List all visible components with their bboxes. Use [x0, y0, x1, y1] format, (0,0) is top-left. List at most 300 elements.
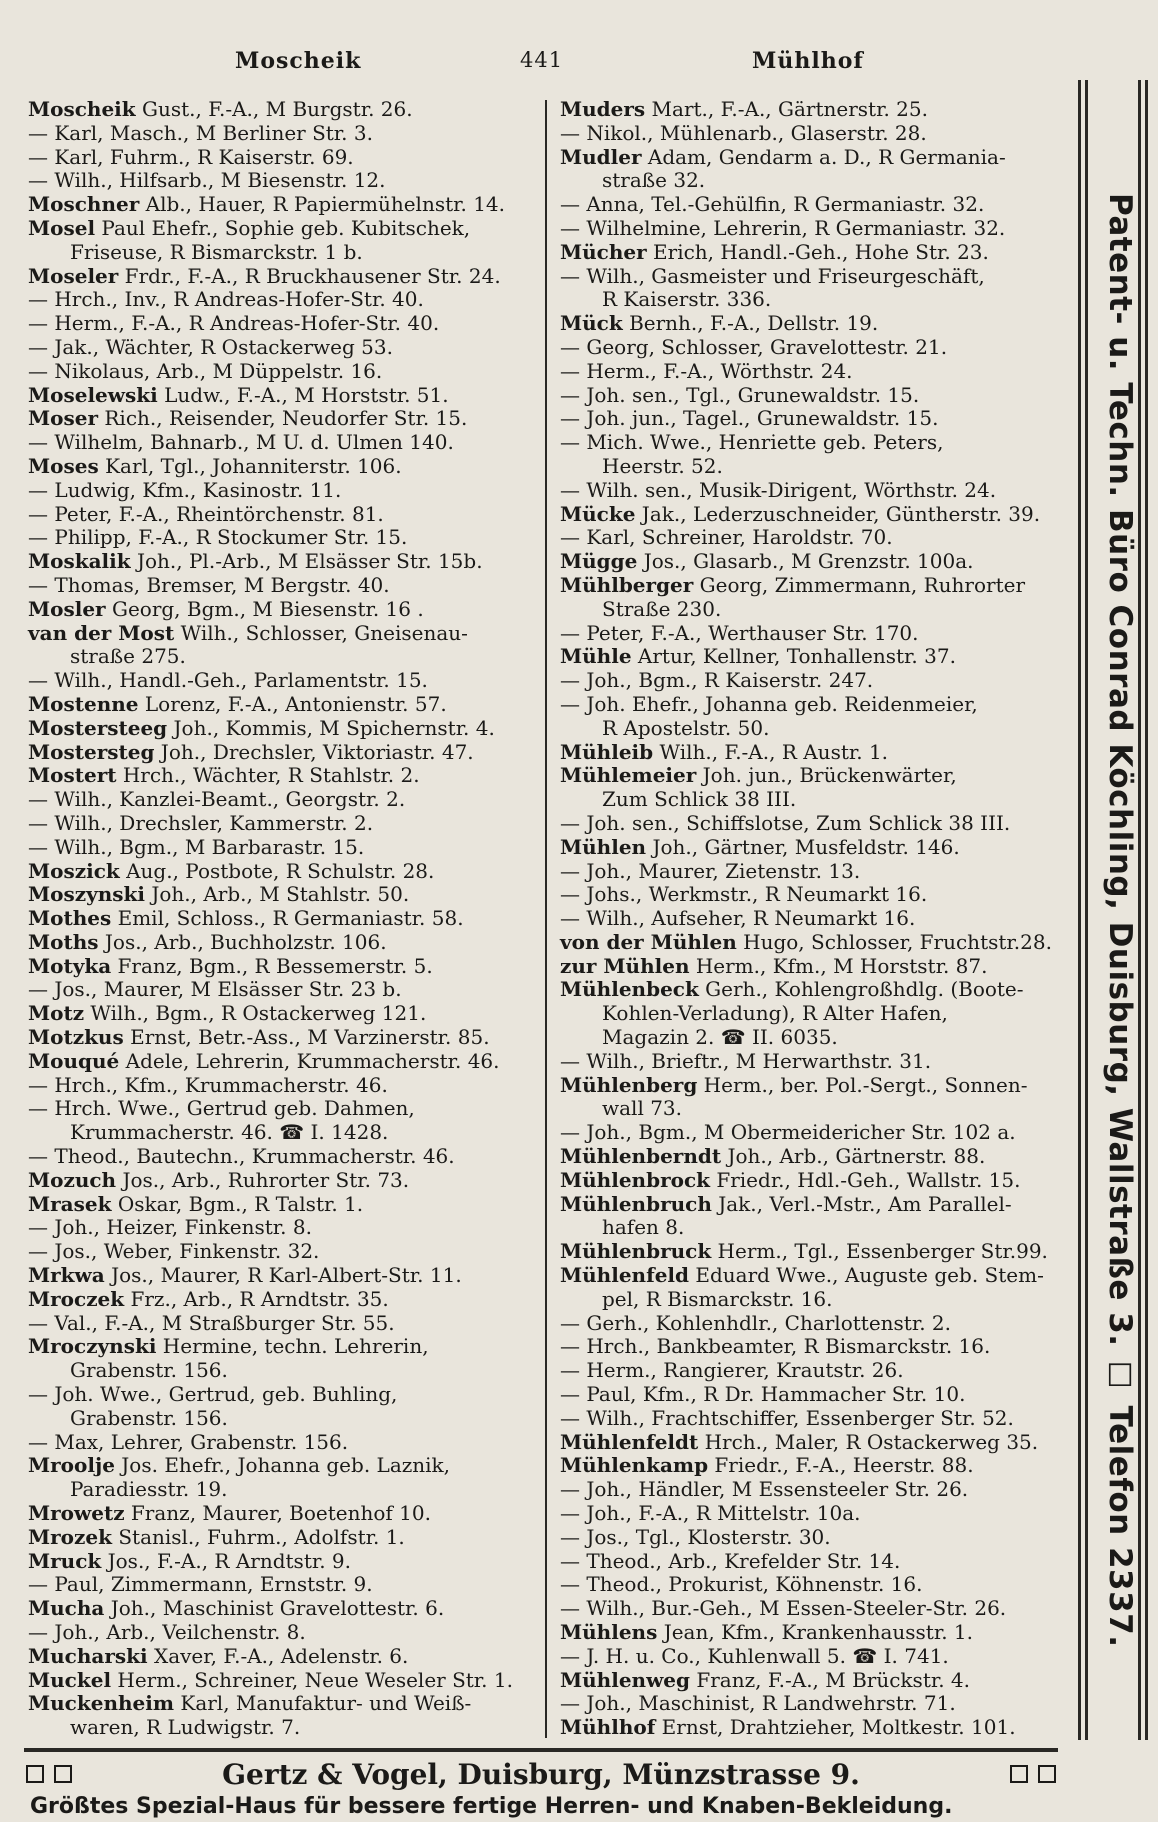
directory-entry [28, 812, 532, 836]
directory-entry [560, 645, 1060, 669]
entry-details: — Paul, Zimmermann, Ernststr. 9. [28, 1572, 373, 1597]
entry-details: Adam, Gendarm a. D., R Germania- [641, 144, 1006, 169]
entry-surname: Mühlenfeld [560, 1263, 689, 1288]
entry-details: — Johs., Werkmstr., R Neumarkt 16. [560, 882, 928, 907]
entry-details: Jos., Arb., Ruhrorter Str. 73. [116, 1167, 410, 1192]
entry-details: Oskar, Bgm., R Talstr. 1. [111, 1191, 364, 1216]
directory-entry [560, 526, 1060, 550]
header-left-keyword: Moscheik [235, 48, 362, 74]
entry-details: Magazin 2. ☎ II. 6035. [602, 1025, 838, 1050]
entry-surname: Moszick [28, 858, 120, 883]
directory-entry [560, 1573, 1060, 1597]
directory-entry [28, 1145, 532, 1169]
entry-details: — Joh., Maurer, Zietenstr. 13. [560, 858, 861, 883]
directory-entry [28, 360, 532, 384]
entry-details: — Joh., Maschinist, R Landwehrstr. 71. [560, 1691, 956, 1716]
directory-entry [28, 122, 532, 146]
entry-details: — Jos., Tgl., Klosterstr. 30. [560, 1524, 831, 1549]
entry-details: Friedr., F.-A., Heerstr. 88. [708, 1453, 974, 1478]
entry-details: — Wilh. sen., Musik-Dirigent, Wörthstr. 24. [560, 477, 997, 502]
side-advertisement-text: Patent- u. Techn. Büro Conrad Köchling, Duisburg, Wallstraße 3. ☐ Telefon 2337. [1102, 192, 1138, 1648]
entry-details: wall 73. [602, 1096, 682, 1121]
entry-details: — Ludwig, Kfm., Kasinostr. 11. [28, 477, 342, 502]
entry-surname: Moscheik [28, 97, 136, 121]
directory-entry [28, 1454, 532, 1478]
entry-details: Joh. jun., Brückenwärter, [696, 763, 957, 788]
directory-entry [560, 1359, 1060, 1383]
directory-entry [560, 122, 1060, 146]
directory-entry [560, 98, 1060, 122]
directory-entry [28, 1288, 532, 1312]
entry-surname: Mühlenberg [560, 1072, 698, 1097]
directory-entry [560, 955, 1060, 979]
directory-entry [560, 384, 1060, 408]
directory-entry [560, 1240, 1060, 1264]
entry-surname: Mostersteeg [28, 715, 168, 740]
directory-entry [28, 1645, 532, 1669]
directory-entry [28, 1502, 532, 1526]
entry-details: Joh., Arb., Gärtnerstr. 88. [721, 1144, 986, 1169]
directory-entry [28, 288, 532, 312]
entry-details: — Joh., Heizer, Finkenstr. 8. [28, 1215, 312, 1240]
entry-details: — Wilh., Frachtschiffer, Essenberger Str. 52. [560, 1405, 1014, 1430]
directory-entry [560, 146, 1060, 170]
entry-details: Friseuse, R Bismarckstr. 1 b. [70, 239, 363, 264]
directory-entry [28, 217, 532, 241]
entry-details: R Kaiserstr. 336. [602, 287, 772, 312]
entry-surname: Motz [28, 1001, 85, 1026]
entry-details: — J. H. u. Co., Kuhlenwall 5. ☎ I. 741. [560, 1643, 949, 1668]
directory-entry [28, 669, 532, 693]
entry-details: — Wilh., Bur.-Geh., M Essen-Steeler-Str. 26. [560, 1596, 1007, 1621]
directory-entry [560, 860, 1060, 884]
directory-entry [28, 265, 532, 289]
directory-entry [560, 978, 1060, 1002]
entry-details: — Nikol., Mühlenarb., Glaserstr. 28. [560, 120, 927, 145]
entry-details: Georg, Zimmermann, Ruhrorter [693, 572, 1026, 597]
directory-entry [28, 1097, 532, 1121]
entry-details: — Herm., Rangierer, Krautstr. 26. [560, 1358, 904, 1383]
entry-details: — Joh., Bgm., R Kaiserstr. 247. [560, 668, 874, 693]
entry-details: — Theod., Bautechn., Krummacherstr. 46. [28, 1144, 455, 1169]
directory-entry [28, 1692, 532, 1716]
entry-details: Ernst, Betr.-Ass., M Varzinerstr. 85. [123, 1025, 490, 1050]
entry-surname: Muckenheim [28, 1691, 175, 1716]
directory-entry [28, 146, 532, 170]
entry-details: Artur, Kellner, Tonhallenstr. 37. [631, 644, 956, 669]
entry-details: Hrch., Wächter, R Stahlstr. 2. [116, 763, 420, 788]
entry-surname: Moser [28, 406, 98, 431]
directory-entry [560, 717, 1060, 741]
entry-details: — Hrch. Wwe., Gertrud geb. Dahmen, [28, 1096, 415, 1121]
entry-surname: Moskalik [28, 549, 131, 574]
entry-details: — Theod., Prokurist, Köhnenstr. 16. [560, 1572, 923, 1597]
directory-entry [560, 1478, 1060, 1502]
entry-surname: Moselewski [28, 382, 158, 407]
directory-entry [28, 574, 532, 598]
directory-entry [560, 788, 1060, 812]
directory-entry [560, 836, 1060, 860]
entry-details: — Jos., Maurer, M Elsässer Str. 23 b. [28, 977, 402, 1002]
entry-details: Paradiesstr. 19. [70, 1477, 228, 1502]
directory-entry [28, 1478, 532, 1502]
directory-entry [560, 1050, 1060, 1074]
entry-surname: zur Mühlen [560, 953, 690, 978]
entry-details: Joh., Maschinist Gravelottestr. 6. [104, 1596, 445, 1621]
entry-details: Frz., Arb., R Arndtstr. 35. [124, 1286, 389, 1311]
entry-details: — Nikolaus, Arb., M Düppelstr. 16. [28, 358, 383, 383]
entry-surname: Mudler [560, 144, 642, 169]
entry-surname: Mucha [28, 1596, 105, 1621]
entry-details: Paul Ehefr., Sophie geb. Kubitschek, [95, 215, 471, 240]
entry-surname: Muders [560, 97, 646, 121]
directory-entry [28, 312, 532, 336]
entry-surname: Mühlberger [560, 572, 694, 597]
directory-entry [560, 1431, 1060, 1455]
header-right-keyword: Mühlhof [752, 48, 864, 74]
entry-details: Franz, F.-A., M Brückstr. 4. [690, 1667, 971, 1692]
directory-entry [560, 931, 1060, 955]
entry-details: — Karl, Fuhrm., R Kaiserstr. 69. [28, 144, 354, 169]
entry-details: — Jos., Weber, Finkenstr. 32. [28, 1239, 320, 1264]
directory-entry [28, 455, 532, 479]
directory-entry [28, 384, 532, 408]
directory-entry [28, 1264, 532, 1288]
entry-details: Straße 230. [602, 596, 722, 621]
entry-surname: Mühlenkamp [560, 1453, 709, 1478]
footer-rule [24, 1748, 1058, 1752]
entry-surname: Motzkus [28, 1025, 124, 1050]
footer-advertisement-line2: Größtes Spezial-Haus für bessere fertige Herren- und Knaben-Bekleidung. [30, 1794, 953, 1819]
entry-details: — Karl, Schreiner, Haroldstr. 70. [560, 525, 893, 550]
entry-surname: Mothes [28, 906, 112, 931]
entry-surname: Mühlenbruch [560, 1191, 712, 1216]
entry-surname: Mühlenbeck [560, 977, 699, 1002]
directory-entry [28, 1312, 532, 1336]
directory-entry [560, 550, 1060, 574]
directory-entry [28, 1669, 532, 1693]
entry-details: Joh., Kommis, M Spichernstr. 4. [167, 715, 495, 740]
entry-details: Grabenstr. 156. [70, 1405, 228, 1430]
directory-entry [560, 1169, 1060, 1193]
directory-entry [28, 1573, 532, 1597]
entry-details: hafen 8. [602, 1215, 685, 1240]
entry-details: Bernh., F.-A., Dellstr. 19. [622, 311, 879, 336]
entry-details: Heerstr. 52. [602, 453, 723, 478]
entry-details: Karl, Manufaktur- und Weiß- [174, 1691, 472, 1716]
directory-entry [560, 241, 1060, 265]
directory-entry [560, 1669, 1060, 1693]
entry-surname: Mouqué [28, 1048, 120, 1073]
entry-details: — Hrch., Inv., R Andreas-Hofer-Str. 40. [28, 287, 424, 312]
side-rule [1078, 80, 1081, 1740]
directory-entry [28, 1216, 532, 1240]
directory-entry [28, 836, 532, 860]
entry-surname: Moseler [28, 263, 119, 288]
side-advertisement [1098, 192, 1142, 1648]
entry-details: Wilh., F.-A., R Austr. 1. [653, 739, 889, 764]
directory-entry [560, 455, 1060, 479]
directory-entry [28, 1550, 532, 1574]
directory-entry [28, 1716, 532, 1740]
entry-details: — Hrch., Kfm., Krummacherstr. 46. [28, 1072, 388, 1097]
entry-surname: Moschner [28, 192, 140, 217]
directory-entry [560, 217, 1060, 241]
side-rule [1085, 80, 1088, 1740]
directory-entry [28, 479, 532, 503]
directory-entry [28, 241, 532, 265]
directory-entry [28, 693, 532, 717]
entry-details: Emil, Schloss., R Germaniastr. 58. [111, 906, 464, 931]
entry-details: — Georg, Schlosser, Gravelottestr. 21. [560, 334, 948, 359]
page-number: 441 [520, 48, 564, 72]
entry-details: — Wilh., Gasmeister und Friseurgeschäft, [560, 263, 985, 288]
entry-details: Jak., Verl.-Mstr., Am Parallel- [711, 1191, 1012, 1216]
entry-surname: Moses [28, 453, 99, 478]
directory-entry [560, 1121, 1060, 1145]
entry-surname: Muckel [28, 1667, 112, 1692]
entry-details: Adele, Lehrerin, Krummacherstr. 46. [119, 1048, 500, 1073]
directory-entry [28, 1335, 532, 1359]
entry-details: Joh., Pl.-Arb., M Elsässer Str. 15b. [130, 549, 483, 574]
entry-surname: Mück [560, 311, 623, 336]
entry-details: Herm., Kfm., M Horststr. 87. [689, 953, 988, 978]
footer-advertisement-line1: Gertz & Vogel, Duisburg, Münzstrasse 9. [222, 1757, 860, 1791]
directory-entry [28, 1431, 532, 1455]
directory-entry [560, 288, 1060, 312]
directory-entry [560, 764, 1060, 788]
entry-details: — Wilh., Bgm., M Barbarastr. 15. [28, 834, 365, 859]
entry-surname: Mühlemeier [560, 763, 697, 788]
directory-entry [560, 1454, 1060, 1478]
entry-details: Franz, Bgm., R Bessemerstr. 5. [111, 953, 433, 978]
entry-surname: Mroolje [28, 1453, 115, 1478]
directory-entry [560, 1074, 1060, 1098]
directory-entry [560, 1383, 1060, 1407]
directory-entry [28, 336, 532, 360]
directory-entry [560, 1526, 1060, 1550]
directory-entry [28, 622, 532, 646]
entry-surname: Mrowetz [28, 1501, 125, 1526]
directory-entry [560, 1645, 1060, 1669]
entry-details: Hrch., Maler, R Ostackerweg 35. [698, 1429, 1039, 1454]
directory-entry [560, 1193, 1060, 1217]
directory-entry [560, 1264, 1060, 1288]
entry-details: — Joh., Bgm., M Obermeidericher Str. 102 a. [560, 1120, 1016, 1145]
entry-details: — Wilh., Hilfsarb., M Biesenstr. 12. [28, 168, 386, 193]
entry-details: straße 275. [70, 644, 186, 669]
entry-surname: Mucharski [28, 1643, 148, 1668]
entry-details: Joh., Arb., M Stahlstr. 50. [144, 882, 410, 907]
directory-entry [28, 955, 532, 979]
directory-entry [28, 1121, 532, 1145]
directory-entry [560, 265, 1060, 289]
directory-entry [28, 503, 532, 527]
directory-entry [28, 1407, 532, 1431]
directory-entry [560, 1502, 1060, 1526]
directory-entry [28, 645, 532, 669]
directory-entry [28, 1359, 532, 1383]
entry-details: Alb., Hauer, R Papiermühelnstr. 14. [139, 192, 506, 217]
entry-surname: Mügge [560, 549, 638, 574]
side-rule [1145, 80, 1148, 1740]
entry-surname: Mühlen [560, 834, 647, 859]
directory-entry [28, 550, 532, 574]
entry-surname: Mruck [28, 1548, 102, 1573]
entry-details: Rich., Reisender, Neudorfer Str. 15. [98, 406, 468, 431]
entry-surname: Mühlenweg [560, 1667, 691, 1692]
directory-entry [560, 1716, 1060, 1740]
entry-surname: Mostert [28, 763, 117, 788]
entry-details: Georg, Bgm., M Biesenstr. 16 . [105, 596, 424, 621]
directory-entry [560, 598, 1060, 622]
entry-surname: Mrkwa [28, 1263, 105, 1288]
entry-details: — Joh. sen., Tgl., Grunewaldstr. 15. [560, 382, 920, 407]
entry-details: Wilh., Bgm., R Ostackerweg 121. [84, 1001, 427, 1026]
side-rule [1138, 80, 1141, 1740]
entry-surname: Motyka [28, 953, 112, 978]
entry-details: Jos., Maurer, R Karl-Albert-Str. 11. [104, 1263, 462, 1288]
directory-entry [560, 1145, 1060, 1169]
entry-details: — Joh. Ehefr., Johanna geb. Reidenmeier, [560, 691, 978, 716]
directory-entry [560, 1288, 1060, 1312]
entry-details: straße 32. [602, 168, 706, 193]
entry-details: Jos., Arb., Buchholzstr. 106. [98, 929, 387, 954]
directory-entry [28, 907, 532, 931]
directory-entry [560, 479, 1060, 503]
entry-details: — Joh. Wwe., Gertrud, geb. Buhling, [28, 1382, 398, 1407]
directory-entry [560, 431, 1060, 455]
directory-entry [560, 693, 1060, 717]
entry-details: — Paul, Kfm., R Dr. Hammacher Str. 10. [560, 1382, 966, 1407]
entry-details: Eduard Wwe., Auguste geb. Stem- [689, 1263, 1044, 1288]
entry-details: Jos., Glasarb., M Grenzstr. 100a. [637, 549, 974, 574]
directory-entry [28, 1050, 532, 1074]
entry-details: Herm., Tgl., Essenberger Str.99. [711, 1239, 1048, 1264]
entry-surname: Mücher [560, 239, 647, 264]
entry-details: Hermine, techn. Lehrerin, [156, 1334, 429, 1359]
directory-entry [28, 193, 532, 217]
directory-entry [560, 1026, 1060, 1050]
entry-surname: Mroczynski [28, 1334, 157, 1359]
directory-entry [560, 907, 1060, 931]
entry-details: — Joh., Arb., Veilchenstr. 8. [28, 1620, 306, 1644]
entry-details: Hugo, Schlosser, Fruchtstr.28. [736, 929, 1052, 954]
directory-entry [560, 1097, 1060, 1121]
entry-details: Xaver, F.-A., Adelenstr. 6. [147, 1643, 409, 1668]
entry-surname: Mosler [28, 596, 106, 621]
directory-entry [28, 1383, 532, 1407]
entry-details: — Karl, Masch., M Berliner Str. 3. [28, 120, 373, 145]
entry-details: Krummacherstr. 46. ☎ I. 1428. [70, 1120, 389, 1145]
entry-details: — Max, Lehrer, Grabenstr. 156. [28, 1429, 349, 1454]
entry-details: Zum Schlick 38 III. [602, 787, 797, 812]
entry-details: Mart., F.-A., Gärtnerstr. 25. [645, 97, 928, 121]
entry-details: — Peter, F.-A., Werthauser Str. 170. [560, 620, 919, 645]
entry-surname: Mrasek [28, 1191, 112, 1216]
entry-surname: Mühlenberndt [560, 1144, 722, 1169]
entry-surname: Mostenne [28, 691, 139, 716]
entry-details: Frdr., F.-A., R Bruckhausener Str. 24. [118, 263, 501, 288]
entry-surname: Mozuch [28, 1167, 117, 1192]
directory-entry [28, 431, 532, 455]
entry-details: Grabenstr. 156. [70, 1358, 228, 1383]
entry-surname: Mühlens [560, 1620, 658, 1644]
entry-details: — Joh., Händler, M Essensteeler Str. 26. [560, 1477, 969, 1502]
entry-details: — Wilh., Kanzlei-Beamt., Georgstr. 2. [28, 787, 406, 812]
entry-details: — Val., F.-A., M Straßburger Str. 55. [28, 1310, 395, 1335]
entry-surname: Mosel [28, 215, 96, 240]
right-column [560, 98, 1060, 1740]
entry-surname: Mücke [560, 501, 636, 526]
entry-surname: van der Most [28, 620, 175, 645]
directory-entry [560, 312, 1060, 336]
directory-entry [560, 1621, 1060, 1645]
directory-entry [560, 1550, 1060, 1574]
directory-entry [28, 788, 532, 812]
directory-entry [560, 503, 1060, 527]
entry-surname: Moths [28, 929, 99, 954]
entry-details: Ernst, Drahtzieher, Moltkestr. 101. [655, 1715, 1016, 1740]
directory-entry [560, 622, 1060, 646]
directory-entry [28, 169, 532, 193]
entry-details: — Joh. sen., Schiffslotse, Zum Schlick 38 III. [560, 810, 1011, 835]
box-ornament-right [1010, 1765, 1056, 1783]
directory-entry [560, 169, 1060, 193]
directory-entry [28, 1026, 532, 1050]
entry-details: Joh., Gärtner, Musfeldstr. 146. [646, 834, 960, 859]
entry-details: Lorenz, F.-A., Antonienstr. 57. [138, 691, 447, 716]
entry-surname: Moszynski [28, 882, 145, 907]
entry-details: — Anna, Tel.-Gehülfin, R Germaniastr. 32. [560, 192, 985, 217]
directory-entry [560, 812, 1060, 836]
directory-entry [28, 526, 532, 550]
directory-entry [28, 1074, 532, 1098]
entry-details: — Wilh., Brieftr., M Herwarthstr. 31. [560, 1048, 932, 1073]
directory-entry [28, 978, 532, 1002]
entry-details: — Thomas, Bremser, M Bergstr. 40. [28, 572, 390, 597]
column-divider [545, 100, 547, 1738]
entry-surname: Mroczek [28, 1286, 125, 1311]
entry-surname: Mühle [560, 644, 632, 669]
entry-surname: Mühlenfeldt [560, 1429, 699, 1454]
entry-details: Karl, Tgl., Johanniterstr. 106. [98, 453, 402, 478]
box-ornament-left [26, 1765, 72, 1783]
entry-details: — Hrch., Bankbeamter, R Bismarckstr. 16. [560, 1334, 991, 1359]
directory-entry [560, 336, 1060, 360]
entry-details: pel, R Bismarckstr. 16. [602, 1286, 833, 1311]
entry-details: — Peter, F.-A., Rheintörchenstr. 81. [28, 501, 384, 526]
entry-details: Wilh., Schlosser, Gneisenau- [174, 620, 468, 645]
directory-entry [560, 407, 1060, 431]
entry-details: Ludw., F.-A., M Horststr. 51. [157, 382, 449, 407]
entry-details: Herm., ber. Pol.-Sergt., Sonnen- [697, 1072, 1028, 1097]
entry-details: — Joh., F.-A., R Mittelstr. 10a. [560, 1501, 861, 1526]
footer-advertisement [26, 1756, 1056, 1792]
directory-entry [28, 1169, 532, 1193]
entry-details: — Wilh., Handl.-Geh., Parlamentstr. 15. [28, 668, 428, 693]
directory-entry [560, 1597, 1060, 1621]
directory-entry [28, 598, 532, 622]
directory-entry [28, 860, 532, 884]
entry-details: Gerh., Kohlengroßhdlg. (Boote- [698, 977, 1024, 1002]
entry-details: Erich, Handl.-Geh., Hohe Str. 23. [646, 239, 989, 264]
entry-details: — Philipp, F.-A., R Stockumer Str. 15. [28, 525, 408, 550]
entry-surname: Mühlenbrock [560, 1167, 710, 1192]
entry-details: — Wilhelmine, Lehrerin, R Germaniastr. 32. [560, 215, 1006, 240]
entry-details: — Wilh., Aufseher, R Neumarkt 16. [560, 906, 916, 931]
entry-details: Joh., Drechsler, Viktoriastr. 47. [154, 739, 474, 764]
